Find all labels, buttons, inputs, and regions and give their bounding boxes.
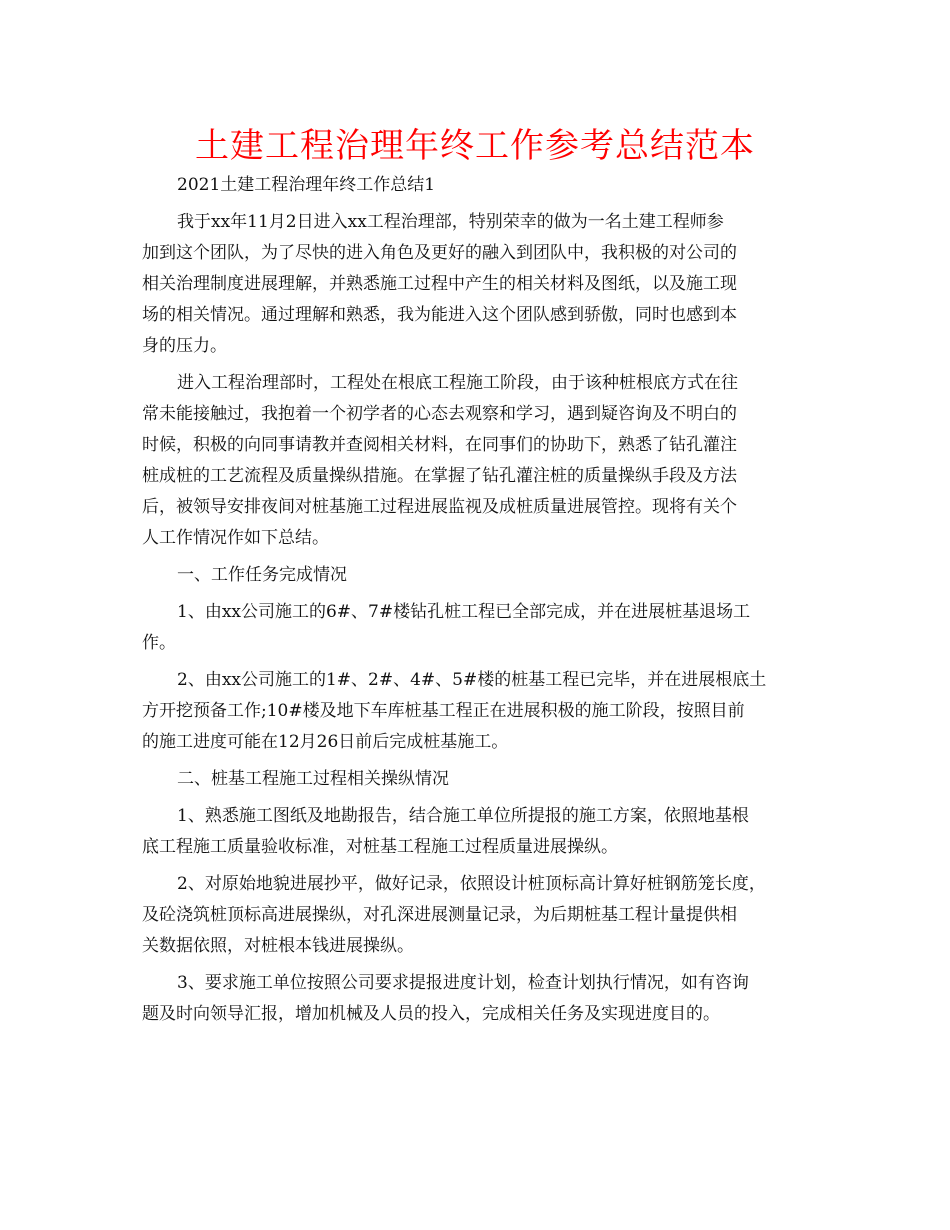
paragraph-line: 身的压力。	[142, 336, 227, 356]
paragraph-line: 方开挖预备工作;10#楼及地下车库桩基工程正在进展积极的施工阶段，按照目前	[142, 701, 745, 721]
paragraph	[142, 968, 810, 1030]
paragraph	[142, 560, 810, 591]
document-body	[142, 170, 810, 1036]
paragraph	[142, 665, 810, 758]
paragraph-line: 2、对原始地貌进展抄平，做好记录，依照设计桩顶标高计算好桩钢筋笼长度，	[177, 874, 766, 894]
paragraph-line: 加到这个团队，为了尽快的进入角色及更好的融入到团队中，我积极的对公司的	[142, 243, 737, 263]
paragraph-line: 人工作情况作如下总结。	[142, 528, 329, 548]
paragraph-line: 1、熟悉施工图纸及地勘报告，结合施工单位所提报的施工方案，依照地基根	[177, 806, 749, 826]
paragraph-line: 常未能接触过，我抱着一个初学者的心态去观察和学习，遇到疑咨询及不明白的	[142, 404, 737, 424]
paragraph	[142, 597, 810, 659]
paragraph-line: 桩成桩的工艺流程及质量操纵措施。在掌握了钻孔灌注桩的质量操纵手段及方法	[142, 466, 737, 486]
paragraph-line: 关数据依照，对桩根本钱进展操纵。	[142, 936, 414, 956]
document-title: 土建工程治理年终工作参考总结范本	[195, 126, 755, 166]
paragraph	[142, 764, 810, 795]
paragraph-line: 3、要求施工单位按照公司要求提报进度计划，检查计划执行情况，如有咨询	[177, 973, 749, 993]
paragraph-line: 一、工作任务完成情况	[177, 565, 347, 585]
paragraph	[142, 368, 810, 554]
paragraph-line: 底工程施工质量验收标准，对桩基工程施工过程质量进展操纵。	[142, 837, 618, 857]
section-heading: 2021土建工程治理年终工作总结1	[177, 175, 436, 195]
paragraph-line: 相关治理制度进展理解，并熟悉施工过程中产生的相关材料及图纸，以及施工现	[142, 274, 737, 294]
paragraph-line: 题及时向领导汇报，增加机械及人员的投入，完成相关任务及实现进度目的。	[142, 1004, 720, 1024]
paragraph-line: 后，被领导安排夜间对桩基施工过程进展监视及成桩质量进展管控。现将有关个	[142, 497, 737, 517]
paragraph-line: 作。	[142, 633, 176, 653]
paragraph-line: 1、由xx公司施工的6#、7#楼钻孔桩工程已全部完成，并在进展桩基退场工	[177, 602, 751, 622]
paragraph-line: 我于xx年11月2日进入xx工程治理部，特别荣幸的做为一名土建工程师参	[177, 212, 724, 232]
paragraph	[142, 869, 810, 962]
paragraph-line: 场的相关情况。通过理解和熟悉，我为能进入这个团队感到骄傲，同时也感到本	[142, 305, 737, 325]
paragraph	[142, 801, 810, 863]
paragraph-line: 及砼浇筑桩顶标高进展操纵，对孔深进展测量记录，为后期桩基工程计量提供相	[142, 905, 737, 925]
paragraph-line: 时候，积极的向同事请教并查阅相关材料，在同事们的协助下，熟悉了钻孔灌注	[142, 435, 737, 455]
paragraph-line: 进入工程治理部时，工程处在根底工程施工阶段，由于该种桩根底方式在往	[177, 373, 738, 393]
paragraph-line: 二、桩基工程施工过程相关操纵情况	[177, 769, 449, 789]
paragraph	[142, 207, 810, 362]
paragraph-line: 2、由xx公司施工的1#、2#、4#、5#楼的桩基工程已完毕，并在进展根底土	[177, 670, 767, 690]
paragraph-line: 的施工进度可能在12月26日前后完成桩基施工。	[142, 732, 509, 752]
